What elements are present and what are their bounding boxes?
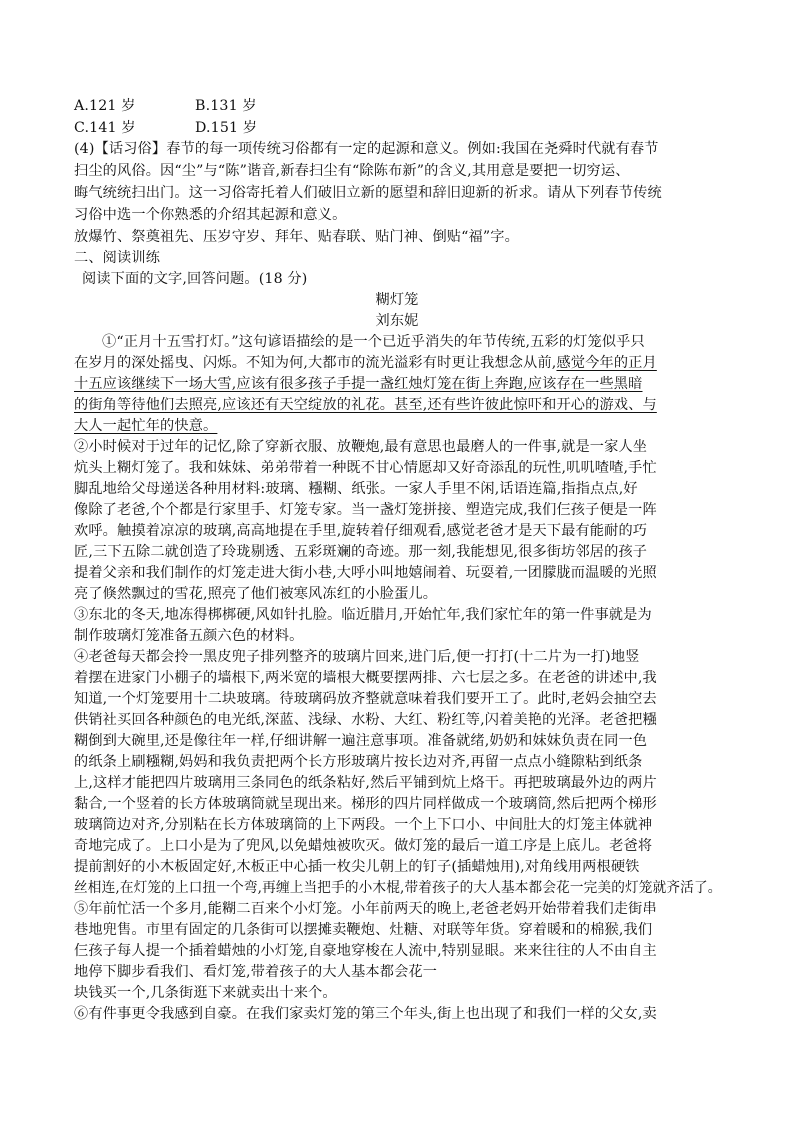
paragraph-line: ⑥有件事更令我感到自豪。在我们家卖灯笼的第三个年头,街上也出现了和我们一样的父女,卖 — [74, 1006, 657, 1022]
paragraph-line: 的纸条上刷糨糊,妈妈和我负责把两个长方形玻璃片按长边对齐,再留一点点小缝隙粘到纸条 — [74, 754, 643, 770]
paragraph-line: 地停下脚步看我们、看灯笼,带着孩子的大人基本都会花一 — [74, 964, 438, 980]
paragraph-line: ②小时候对于过年的记忆,除了穿新衣服、放鞭炮,最有意思也最磨人的一件事,就是一家人坐 — [74, 439, 648, 455]
paragraph-line: 匠,三下五除二就创造了玲珑剔透、五彩斑斓的奇迹。那一刻,我能想见,很多街坊邻居的孩子 — [74, 544, 648, 560]
option-a: A.121 岁 — [74, 98, 136, 114]
q4-line: 扫尘的风俗。因“尘”与“陈”谐音,新春扫尘有“除陈布新”的含义,其用意是要把一切穷运、 — [74, 163, 630, 179]
underlined-line: 大人一起忙年的快意。 — [74, 418, 218, 434]
paragraph-line: 欢呼。触摸着凉凉的玻璃,高高地提在手里,旋转着仔细观看,感觉老爸才是天下最有能耐的巧 — [74, 523, 648, 539]
paragraph-line: 知道,一个灯笼要用十二块玻璃。待玻璃码放齐整就意味着我们要开工了。此时,老妈会抽空去 — [74, 691, 657, 707]
paragraph-line: ①“正月十五雪打灯。”这句谚语描绘的是一个已近乎消失的年节传统,五彩的灯笼似乎只 — [102, 334, 645, 350]
paragraph-line: 提前割好的小木板固定好,木板正中心插一枚尖儿朝上的钉子(插蜡烛用),对角线用两根硬铁 — [74, 859, 640, 875]
paragraph-line: ③东北的冬天,地冻得梆梆硬,风如针扎脸。临近腊月,开始忙年,我们家忙年的第一件事就是为 — [74, 607, 652, 623]
underlined-line: 的街角等待他们去照亮,应该还有天空绽放的礼花。甚至,还有些许彼此惊吓和开心的游戏、与 — [74, 397, 657, 413]
paragraph-line: 提着父亲和我们制作的灯笼走进大街小巷,大呼小叫地嬉闹着、玩耍着,一团朦胧而温暖的光照 — [74, 565, 657, 581]
paragraph-line: 供销社买回各种颜色的电光纸,深蓝、浅绿、水粉、大红、粉红等,闪着美艳的光泽。老爸把糨 — [74, 712, 657, 728]
reading-instruction: 阅读下面的文字,回答问题。(18 分) — [82, 271, 308, 287]
paragraph-line: 黏合,一个竖着的长方体玻璃筒就呈现出来。梯形的四片同样做成一个玻璃筒,然后把两个梯形 — [74, 796, 657, 812]
option-b: B.131 岁 — [195, 98, 257, 114]
plain-text: 在岁月的深处摇曳、闪烁。不知为何,大都市的流光溢彩有时更让我想念从前, — [74, 355, 557, 371]
q4-line: (4)【话习俗】春节的每一项传统习俗都有一定的起源和意义。例如:我国在尧舜时代就有春节 — [74, 141, 659, 157]
underlined-text: 感觉今年的正月 — [556, 355, 657, 371]
paragraph-line: 糊倒到大碗里,还是像往年一样,仔细讲解一遍注意事项。准备就绪,奶奶和妹妹负责在同一色 — [74, 733, 648, 749]
paragraph-line: 块钱买一个,几条街逛下来就卖出十来个。 — [74, 985, 337, 1001]
article-title: 糊灯笼 — [375, 292, 419, 308]
paragraph-line: 着摆在进家门小棚子的墙根下,两米宽的墙根大概要摆两排、六七层之多。在老爸的讲述中,我 — [74, 670, 657, 686]
option-c: C.141 岁 — [74, 120, 136, 136]
section-heading: 二、阅读训练 — [74, 250, 161, 266]
paragraph-line: 仨孩子每人提一个插着蜡烛的小灯笼,自豪地穿梭在人流中,特别显眼。来来往往的人不由自主 — [74, 943, 657, 959]
paragraph-line: 炕头上糊灯笼了。我和妹妹、弟弟带着一种既不甘心情愿却又好奇添乱的玩性,叽叽喳喳,手忙 — [74, 460, 657, 476]
paragraph-line: 脚乱地给父母递送各种用材料:玻璃、糨糊、纸张。一家人手里不闲,话语连篇,指指点点,好 — [74, 481, 638, 497]
q4-line: 晦气统统扫出门。这一习俗寄托着人们破旧立新的愿望和辞旧迎新的祈求。请从下列春节传统 — [74, 185, 662, 201]
paragraph-line: 丝相连,在灯笼的上口扭一个弯,再缠上当把手的小木棍,带着孩子的大人基本都会花一完美的灯笼就齐活了。 — [74, 880, 722, 896]
option-d: D.151 岁 — [195, 120, 258, 136]
paragraph-line: 奇地完成了。上口小是为了兜风,以免蜡烛被吹灭。做灯笼的最后一道工序是上底儿。老爸将 — [74, 838, 653, 854]
q4-line: 习俗中选一个你熟悉的介绍其起源和意义。 — [74, 207, 347, 223]
paragraph-line: 玻璃筒边对齐,分别粘在长方体玻璃筒的上下两段。一个上下口小、中间肚大的灯笼主体就神 — [74, 817, 653, 833]
article-author: 刘东妮 — [375, 313, 419, 329]
paragraph-line — [74, 352, 657, 374]
paragraph-line: 亮了倏然飘过的雪花,照亮了他们被寒风冻红的小脸蛋儿。 — [74, 586, 438, 602]
underlined-line: 十五应该继续下一场大雪,应该有很多孩子手提一盏红烛灯笼在街上奔跑,应该存在一些黑暗 — [74, 376, 643, 392]
paragraph-line: ④老爸每天都会拎一黑皮兜子排列整齐的玻璃片回来,进门后,便一打打(十二片为一打)地竖 — [74, 649, 640, 665]
paragraph-line: 像除了老爸,个个都是行家里手、灯笼专家。当一盏灯笼拼接、塑造完成,我们仨孩子便是一阵 — [74, 502, 657, 518]
paragraph-line: 巷地兜售。市里有固定的几条街可以摆摊卖鞭炮、灶糖、对联等年货。穿着暖和的棉猴,我们 — [74, 922, 653, 938]
q4-customs-list: 放爆竹、祭奠祖先、压岁守岁、拜年、贴春联、贴门神、倒贴“福”字。 — [74, 229, 519, 245]
paragraph-line: 上,这样才能把四片玻璃用三条同色的纸条粘好,然后平铺到炕上烙干。再把玻璃最外边的两片 — [74, 775, 657, 791]
paragraph-line: 制作玻璃灯笼准备五颜六色的材料。 — [74, 628, 304, 644]
paragraph-line: ⑤年前忙活一个多月,能糊二百来个小灯笼。小年前两天的晚上,老爸老妈开始带着我们走街串 — [74, 901, 657, 917]
